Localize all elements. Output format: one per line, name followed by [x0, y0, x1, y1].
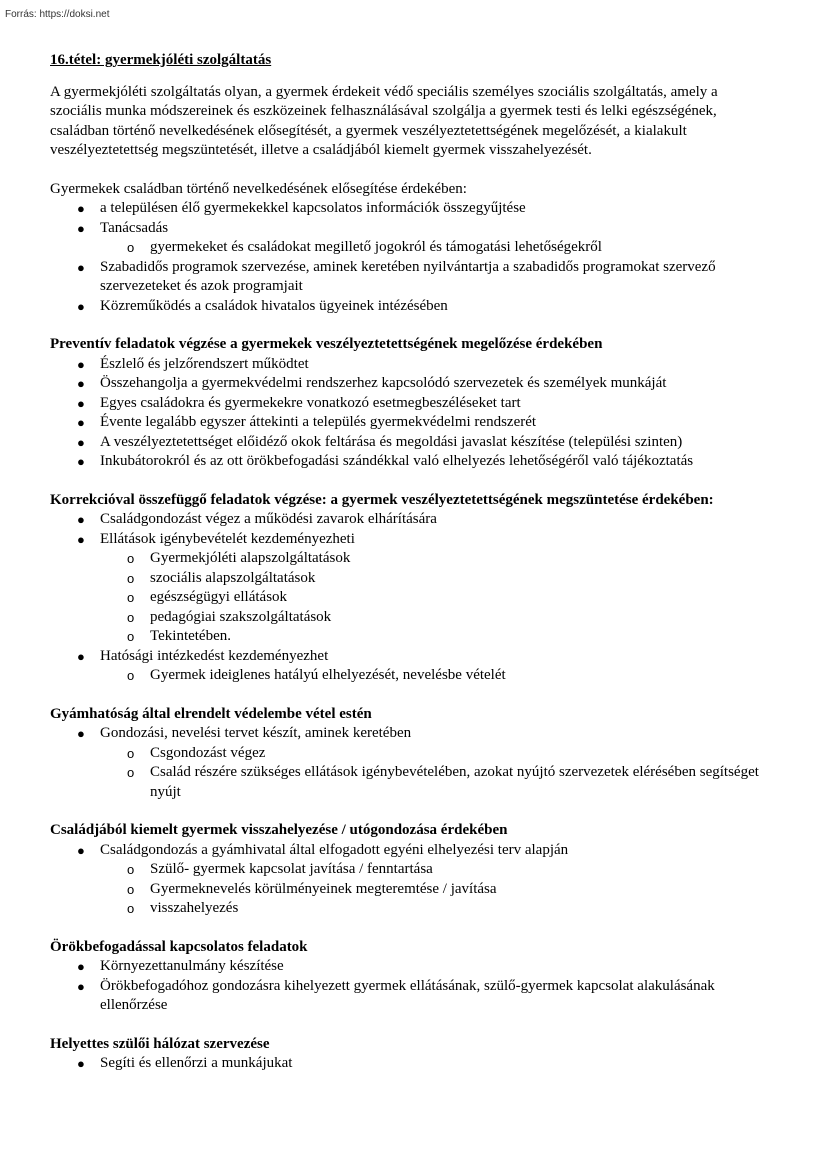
- sub-list-item: o gyermekeket és családokat megillető jogokról és támogatási lehetőségekről: [100, 238, 766, 258]
- sub-list: [100, 238, 766, 258]
- list-item: ● Összehangolja a gyermekvédelmi rendszerhez kapcsolódó szervezetek és személyek munkáját: [50, 374, 766, 394]
- circle-bullet-icon: o: [127, 862, 135, 877]
- document-page: [50, 51, 766, 1074]
- sub-list-item: o Tekintetében.: [100, 627, 766, 647]
- bullet-list: [50, 724, 766, 802]
- circle-bullet-icon: o: [127, 590, 135, 605]
- sub-list-item: o egészségügyi ellátások: [100, 588, 766, 608]
- bullet-icon: ●: [77, 531, 85, 547]
- circle-bullet-icon: o: [127, 668, 135, 683]
- document-title: 16.tétel: gyermekjóléti szolgáltatás: [50, 52, 272, 68]
- circle-bullet-icon: o: [127, 609, 135, 625]
- sub-list-item: o szociális alapszolgáltatások: [100, 569, 766, 589]
- list-item: ● Szabadidős programok szervezése, aminek keretében nyilvántartja a szabadidős programokat szervező szervezeteket és azok programjait: [77, 258, 716, 294]
- section-reintegration: [50, 821, 766, 919]
- bullet-icon: ●: [77, 454, 85, 469]
- section-heading: Helyettes szülői hálózat szervezése: [50, 1035, 270, 1052]
- bullet-list: [50, 1054, 766, 1074]
- bullet-list: [50, 510, 766, 686]
- section-guardianship-protection: [50, 705, 766, 803]
- bullet-icon: ●: [77, 434, 85, 450]
- section-heading: Örökbefogadással kapcsolatos feladatok: [50, 938, 308, 955]
- section-adoption: [50, 938, 766, 1016]
- bullet-list: [50, 841, 766, 919]
- bullet-icon: ●: [77, 726, 85, 741]
- section-heading: Korrekcióval összefüggő feladatok végzése: a gyermek veszélyeztetettségének megszüntetése érdekében:: [50, 491, 714, 508]
- sub-list-item: o pedagógiai szakszolgáltatások: [100, 608, 766, 628]
- list-item: ● Családgondozás a gyámhivatal által elfogadott egyéni elhelyezési terv alapján o Szülő- gyermek kapcsolat javítása / fenntartása o Gyermeknevelés körülményeinek megteremtése / javítása o visszahelyezés: [50, 841, 766, 919]
- bullet-icon: ●: [77, 298, 85, 314]
- list-item: ● Ellátások igénybevételét kezdeményezheti o Gyermekjóléti alapszolgáltatások o szociális alapszolgáltatások o egészségügyi ellátások o pedagógiai szakszolgáltatások o Tekintetében.: [50, 530, 766, 647]
- bullet-icon: ●: [77, 512, 85, 527]
- circle-bullet-icon: o: [127, 881, 135, 897]
- list-item: ● Gondozási, nevelési tervet készít, aminek keretében o Csgondozást végez o Család részére szükséges ellátások igénybevételében, azokat nyújtó szervezetek elérésében segítséget nyújt: [50, 724, 766, 802]
- bullet-icon: ●: [77, 1056, 85, 1071]
- bullet-icon: ●: [77, 376, 85, 391]
- circle-bullet-icon: o: [127, 745, 135, 761]
- bullet-icon: ●: [77, 415, 85, 430]
- list-item: ● Tanácsadás o gyermekeket és családokat megillető jogokról és támogatási lehetőségekről: [50, 219, 766, 258]
- sub-list: [100, 666, 766, 686]
- sub-list-item: o visszahelyezés: [100, 899, 766, 919]
- sub-list-item: o Család részére szükséges ellátások igénybevételében, azokat nyújtó szervezetek elérésében segítséget nyújt: [127, 764, 759, 800]
- bullet-icon: ●: [77, 648, 85, 664]
- bullet-list: [50, 957, 766, 1016]
- bullet-icon: ●: [77, 201, 85, 216]
- bullet-icon: ●: [77, 356, 85, 372]
- list-item: ● Évente legalább egyszer áttekinti a település gyermekvédelmi rendszerét: [50, 413, 766, 433]
- bullet-icon: ●: [77, 220, 85, 236]
- circle-bullet-icon: o: [127, 240, 135, 255]
- list-item: ● a településen élő gyermekekkel kapcsolatos információk összegyűjtése: [50, 199, 766, 219]
- list-item: ● Környezettanulmány készítése: [50, 957, 766, 977]
- sub-list-item: o Szülő- gyermek kapcsolat javítása / fenntartása: [100, 860, 766, 880]
- circle-bullet-icon: o: [127, 765, 135, 780]
- intro-paragraph: A gyermekjóléti szolgáltatás olyan, a gyermek érdekeit védő speciális személyes szociális szolgáltatás, amely a szociális munka módszereinek és eszközeinek felhasználásával szolgálja a gyermek testi és lelki egészségének, családban történő nevelkedésének elősegítését, a gyermek veszélyeztetettségének megelőzését, a kialakult veszélyeztetettség megszüntetését, illetve a családjából kiemelt gyermek visszahelyezését.: [50, 83, 718, 158]
- circle-bullet-icon: o: [127, 629, 135, 644]
- circle-bullet-icon: o: [127, 551, 135, 566]
- section-foster-network: [50, 1035, 766, 1074]
- bullet-icon: ●: [77, 842, 85, 858]
- list-item: ● Segíti és ellenőrzi a munkájukat: [50, 1054, 766, 1074]
- list-item: ● Észlelő és jelzőrendszert működtet: [50, 355, 766, 375]
- bullet-list: [50, 199, 766, 316]
- list-item: ● A veszélyeztetettséget előidéző okok feltárása és megoldási javaslat készítése (települési szinten): [50, 433, 766, 453]
- list-item: ● Közreműködés a családok hivatalos ügyeinek intézésében: [50, 297, 766, 317]
- list-item: ● Örökbefogadóhoz gondozásra kihelyezett gyermek ellátásának, szülő-gyermek kapcsolat alakulásának ellenőrzése: [77, 977, 715, 1013]
- section-heading: Családjából kiemelt gyermek visszahelyezése / utógondozása érdekében: [50, 822, 508, 838]
- list-item: ● Hatósági intézkedést kezdeményezhet o Gyermek ideiglenes hatályú elhelyezését, nevelésbe vételét: [50, 647, 766, 686]
- sub-list-item: o Gyermek ideiglenes hatályú elhelyezését, nevelésbe vételét: [100, 666, 766, 686]
- bullet-icon: ●: [77, 978, 85, 994]
- section-corrective-tasks: [50, 491, 766, 686]
- list-item: ● Egyes családokra és gyermekekre vonatkozó esetmegbeszéléseket tart: [50, 394, 766, 414]
- section-heading: Preventív feladatok végzése a gyermekek veszélyeztetettségének megelőzése érdekében: [50, 336, 603, 352]
- bullet-list: [50, 355, 766, 472]
- list-item: ● Inkubátorokról és az ott örökbefogadási szándékkal való elhelyezés lehetőségéről való tájékoztatás: [50, 452, 766, 472]
- sub-list-item: o Gyermekjóléti alapszolgáltatások: [100, 549, 766, 569]
- sub-list: [100, 549, 766, 647]
- bullet-icon: ●: [77, 959, 85, 974]
- section-preventive-tasks: [50, 335, 766, 472]
- sub-list-item: o Csgondozást végez: [100, 744, 766, 764]
- bullet-icon: ●: [77, 395, 85, 411]
- sub-list: [100, 860, 766, 919]
- sub-list: [100, 744, 766, 803]
- section-family-upbringing: [50, 180, 766, 317]
- circle-bullet-icon: o: [127, 901, 135, 916]
- sub-list-item: o Gyermeknevelés körülményeinek megteremtése / javítása: [100, 880, 766, 900]
- section-lead: Gyermekek családban történő nevelkedésének elősegítése érdekében:: [50, 180, 467, 197]
- bullet-icon: ●: [77, 259, 85, 275]
- source-label: Forrás: https://doksi.net: [5, 9, 110, 20]
- section-heading: Gyámhatóság által elrendelt védelembe vétel estén: [50, 705, 372, 722]
- list-item: ● Családgondozást végez a működési zavarok elhárítására: [50, 510, 766, 530]
- circle-bullet-icon: o: [127, 570, 135, 586]
